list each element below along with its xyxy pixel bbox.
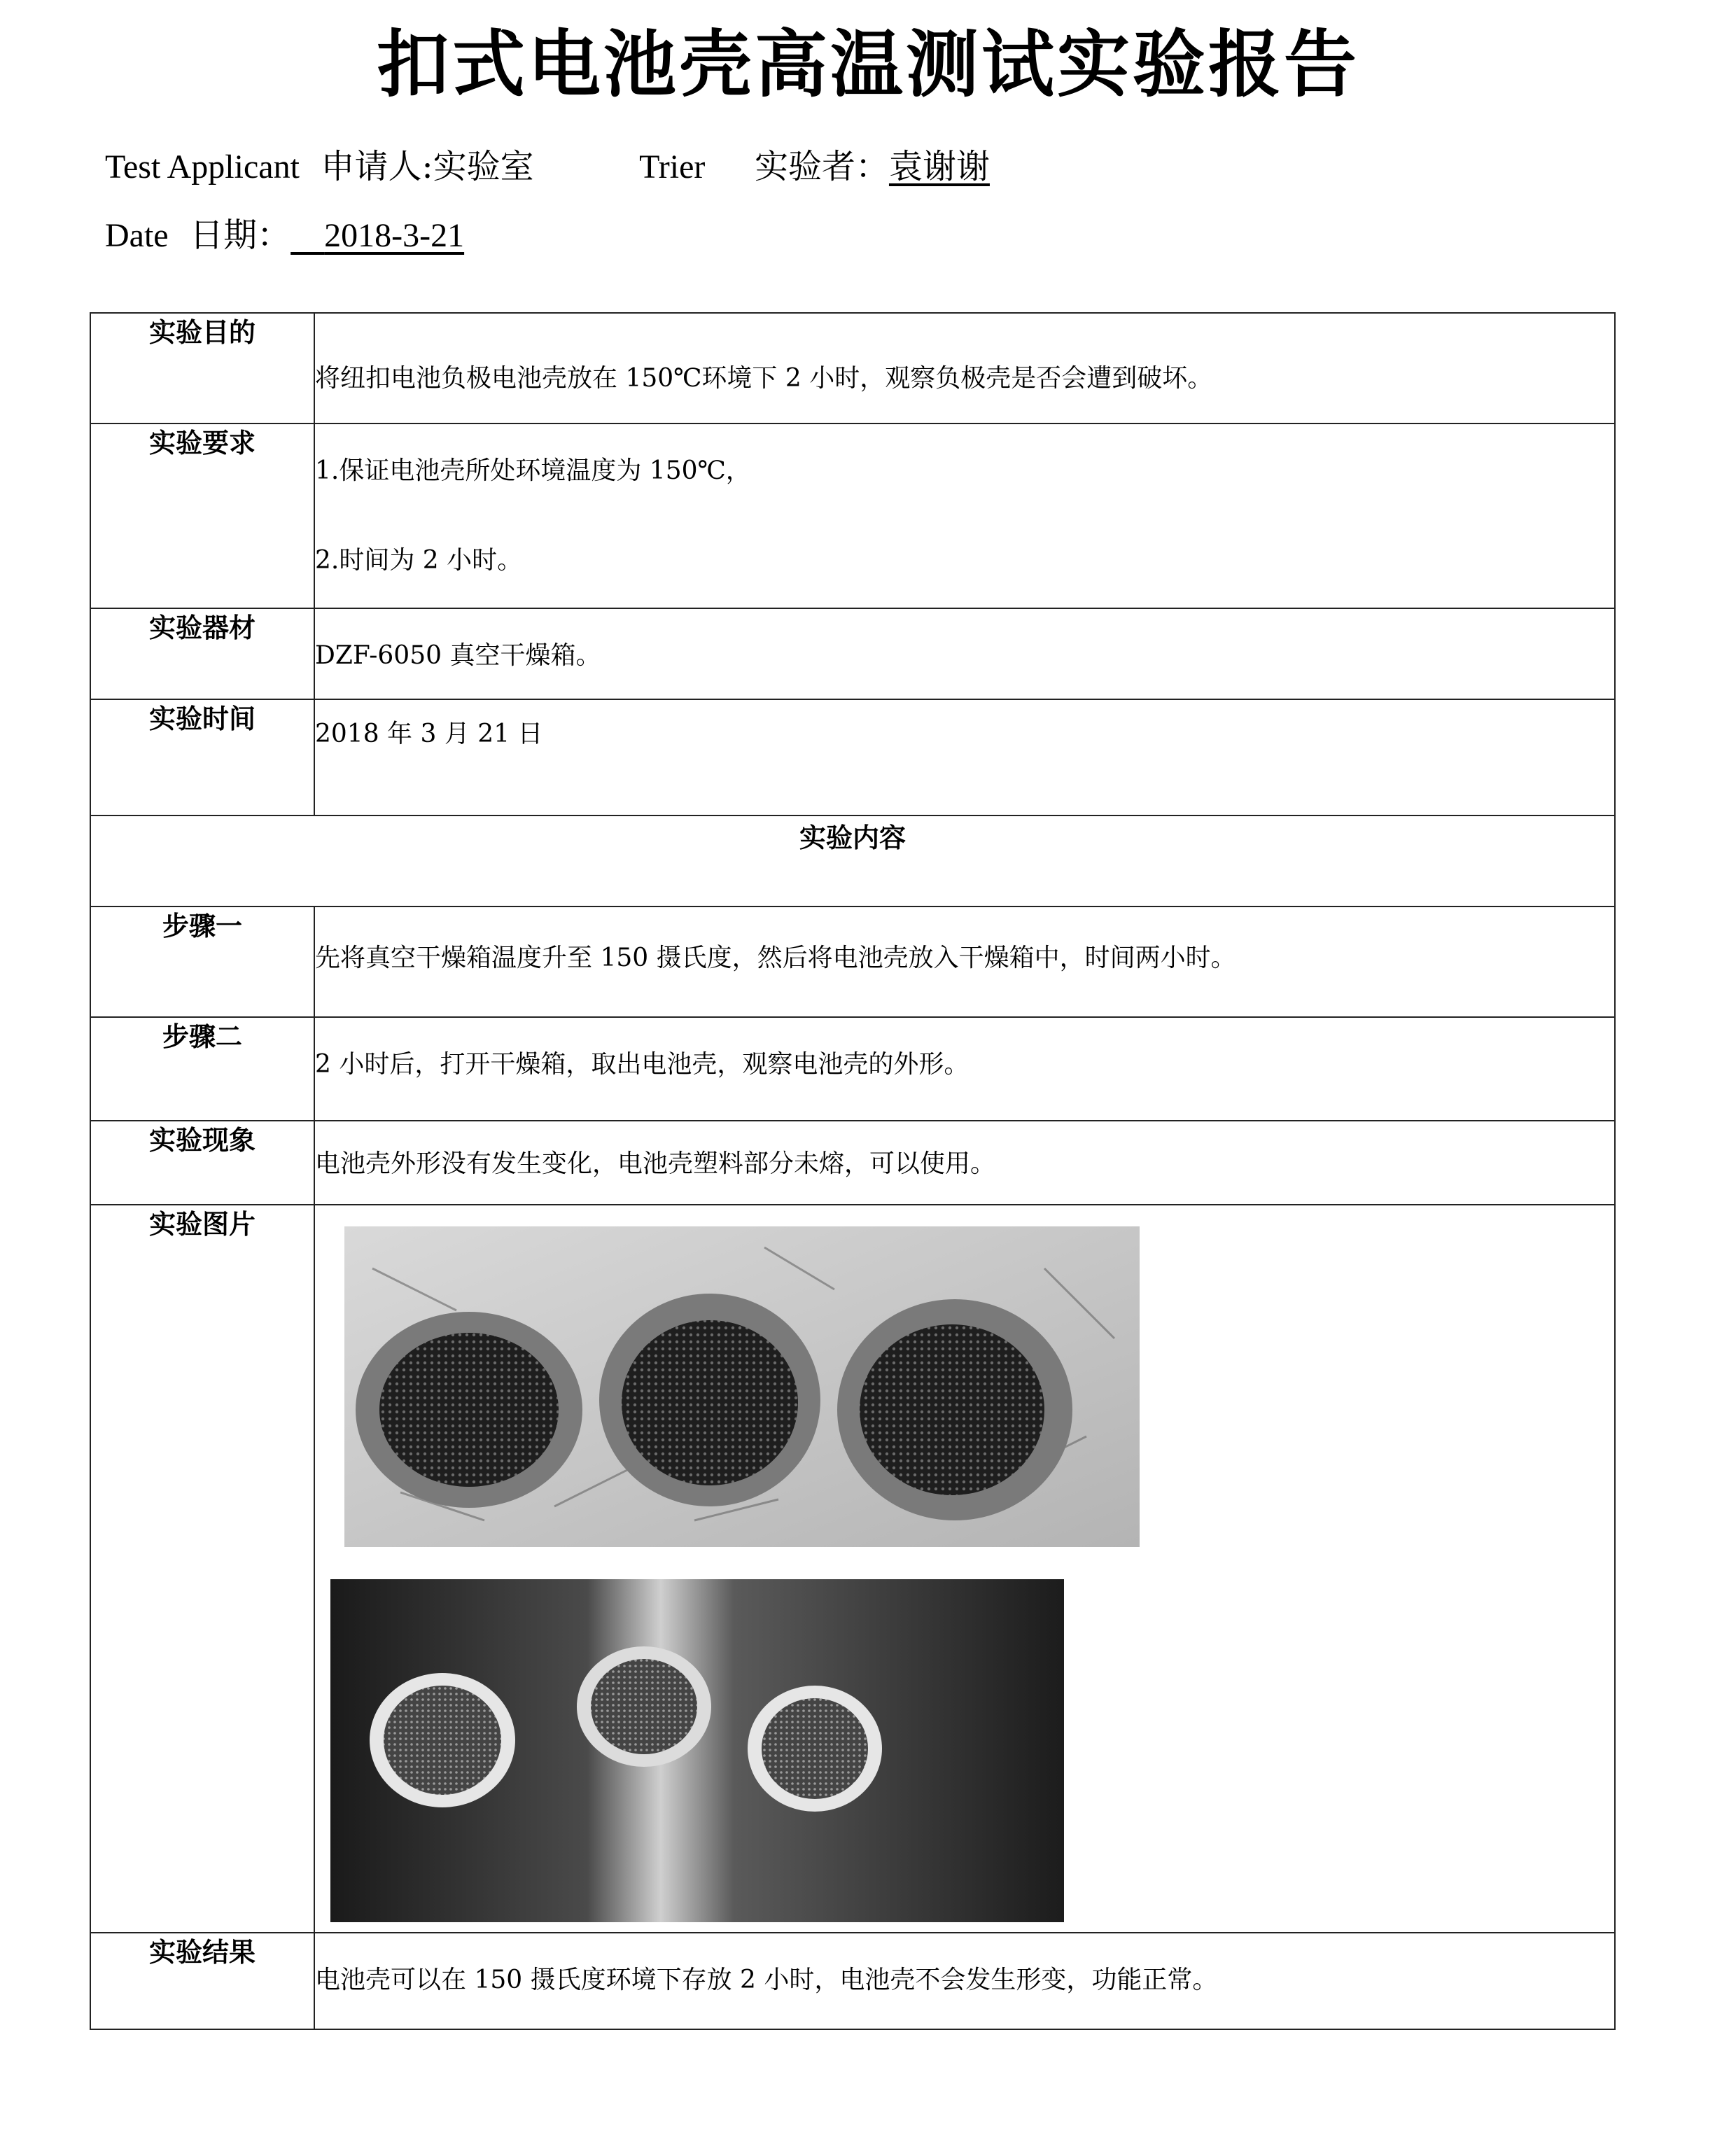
row-content-header <box>90 816 1615 906</box>
label-equipment: 实验器材 <box>90 608 314 699</box>
applicant-label-en: Test Applicant <box>105 148 300 186</box>
date-value-text: 2018-3-21 <box>324 217 465 254</box>
result-text: 电池壳可以在 150 摄氏度环境下存放 2 小时，电池壳不会发生形变，功能正常。 <box>315 1966 1218 1994</box>
date-label-cn: 日期： <box>190 216 291 255</box>
section-content: 实验内容 <box>90 816 1615 906</box>
value-step2 <box>314 1017 1615 1121</box>
value-result <box>314 1933 1615 2029</box>
row-phenomenon <box>90 1121 1615 1205</box>
row-result <box>90 1933 1615 2029</box>
label-step2: 步骤二 <box>90 1017 314 1121</box>
label-step1: 步骤一 <box>90 906 314 1017</box>
label-pictures: 实验图片 <box>90 1205 314 1933</box>
equipment-text: DZF-6050 真空干燥箱。 <box>315 641 601 670</box>
photo-cases-on-table <box>344 1226 1140 1547</box>
row-pictures <box>90 1205 1615 1933</box>
phenomenon-text: 电池壳外形没有发生变化，电池壳塑料部分未熔，可以使用。 <box>315 1149 996 1178</box>
value-pictures <box>314 1205 1615 1933</box>
date-label-en: Date <box>105 217 169 254</box>
value-step1 <box>314 906 1615 1017</box>
value-phenomenon <box>314 1121 1615 1205</box>
row-time <box>90 699 1615 816</box>
photo-2-image <box>330 1579 1064 1922</box>
requirement-item-1: 1.保证电池壳所处环境温度为 150℃， <box>315 456 751 485</box>
row-step2 <box>90 1017 1615 1121</box>
photo-1-image <box>344 1226 1140 1547</box>
label-purpose: 实验目的 <box>90 313 314 424</box>
time-text: 2018 年 3 月 21 日 <box>315 720 543 748</box>
photo-cases-on-metal <box>330 1579 1064 1922</box>
value-equipment <box>314 608 1615 699</box>
purpose-text: 将纽扣电池负极电池壳放在 150℃环境下 2 小时，观察负极壳是否会遭到破坏。 <box>315 364 1213 393</box>
applicant-line <box>105 146 990 188</box>
value-requirements <box>314 424 1615 608</box>
step1-text: 先将真空干燥箱温度升至 150 摄氏度，然后将电池壳放入干燥箱中，时间两小时。 <box>315 944 1236 972</box>
row-purpose <box>90 313 1615 424</box>
applicant-value: 申请人:实验室 <box>321 147 534 186</box>
date-value <box>290 217 464 254</box>
requirement-item-2: 2.时间为 2 小时。 <box>315 546 523 575</box>
row-step1 <box>90 906 1615 1017</box>
report-title: 扣式电池壳高温测试实验报告 <box>376 22 1359 107</box>
label-time: 实验时间 <box>90 699 314 816</box>
label-result: 实验结果 <box>90 1933 314 2029</box>
step2-text: 2 小时后，打开干燥箱，取出电池壳，观察电池壳的外形。 <box>315 1050 969 1079</box>
trier-name: 袁谢谢 <box>888 147 990 186</box>
row-equipment <box>90 608 1615 699</box>
value-time <box>314 699 1615 816</box>
trier-label-cn: 实验者： <box>754 147 889 186</box>
value-purpose <box>314 313 1615 424</box>
trier-label-en: Trier <box>639 148 706 186</box>
label-requirements: 实验要求 <box>90 424 314 608</box>
report-table <box>90 312 1616 2030</box>
row-requirements <box>90 424 1615 608</box>
date-line <box>105 214 464 257</box>
label-phenomenon: 实验现象 <box>90 1121 314 1205</box>
